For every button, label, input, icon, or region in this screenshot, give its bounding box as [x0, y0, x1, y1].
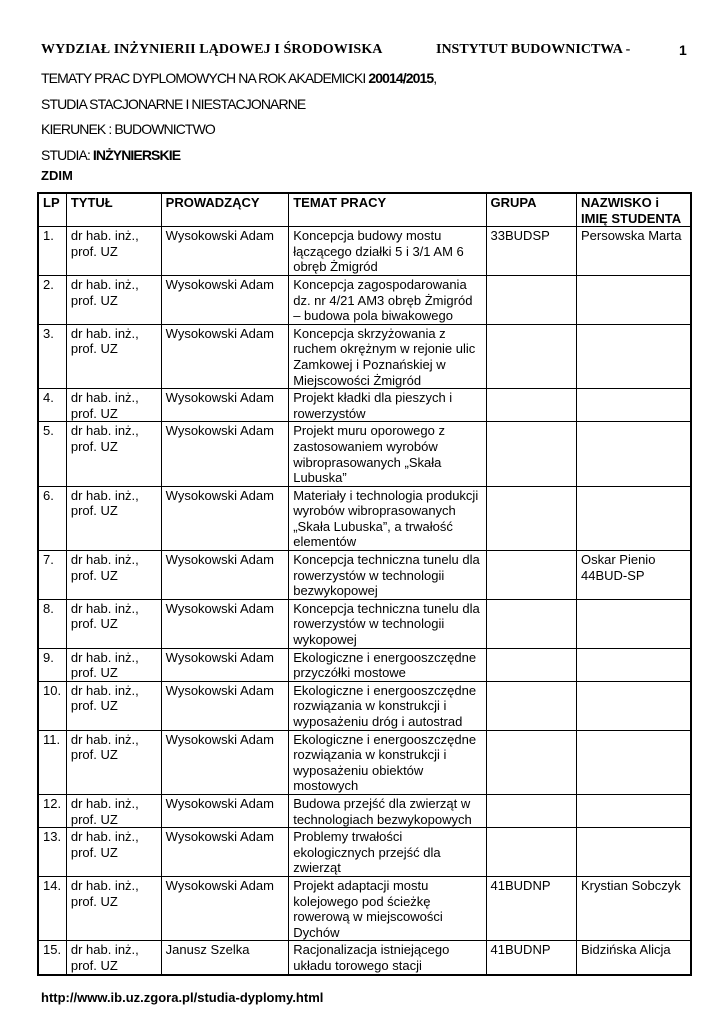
cell-lp: 13.	[38, 828, 66, 877]
cell-topic: Materiały i technologia produkcji wyrobów wibroprasowanych „Skała Lubuska”, a trwałość elementów	[289, 486, 486, 550]
cell-title: dr hab. inż., prof. UZ	[66, 794, 161, 827]
cell-student	[577, 681, 692, 730]
cell-student: Krystian Sobczyk	[577, 876, 692, 940]
study-level-value: INŻYNIERSKIE	[92, 147, 181, 163]
institute-heading: INSTYTUT BUDOWNICTWA -	[436, 42, 631, 57]
cell-lp: 2.	[38, 275, 66, 324]
cell-topic: Koncepcja budowy mostu łączącego działki 5 i 3/1 AM 6 obręb Żmigród	[289, 227, 486, 276]
cell-group	[486, 324, 576, 388]
cell-student	[577, 275, 692, 324]
intro-line-topics-suffix: ,	[433, 70, 437, 86]
table-row	[38, 828, 691, 877]
table-header-row	[38, 193, 691, 227]
cell-student	[577, 324, 692, 388]
cell-topic: Budowa przejść dla zwierząt w technologiach bezwykopowych	[289, 794, 486, 827]
cell-group	[486, 828, 576, 877]
cell-lp: 14.	[38, 876, 66, 940]
cell-topic: Projekt muru oporowego z zastosowaniem wyrobów wibroprasowanych „Skała Lubuska”	[289, 422, 486, 486]
cell-topic: Racjonalizacja istniejącego układu torowego stacji	[289, 941, 486, 975]
cell-title: dr hab. inż., prof. UZ	[66, 324, 161, 388]
cell-student: Bidzińska Alicja	[577, 941, 692, 975]
table-row	[38, 648, 691, 681]
intro-line-field: KIERUNEK : BUDOWNICTWO	[41, 121, 215, 137]
header-title: TYTUŁ	[66, 193, 161, 227]
cell-topic: Ekologiczne i energooszczędne przyczółki mostowe	[289, 648, 486, 681]
table-row	[38, 389, 691, 422]
cell-student: Oskar Pienio 44BUD-SP	[577, 551, 692, 600]
cell-topic: Ekologiczne i energooszczędne rozwiązania w konstrukcji i wyposażeniu dróg i autostrad	[289, 681, 486, 730]
cell-lp: 6.	[38, 486, 66, 550]
study-level-label: STUDIA:	[41, 147, 93, 163]
cell-lp: 4.	[38, 389, 66, 422]
cell-title: dr hab. inż., prof. UZ	[66, 876, 161, 940]
intro-line-topics	[41, 70, 436, 86]
cell-topic: Koncepcja skrzyżowania z ruchem okrężnym w rejonie ulic Zamkowej i Poznańskiej w Miejscowości Żmigród	[289, 324, 486, 388]
thesis-topics-table	[37, 192, 692, 976]
cell-supervisor: Wysokowski Adam	[161, 681, 289, 730]
cell-supervisor: Janusz Szelka	[161, 941, 289, 975]
cell-group	[486, 794, 576, 827]
cell-student	[577, 648, 692, 681]
cell-supervisor: Wysokowski Adam	[161, 422, 289, 486]
header-supervisor: PROWADZĄCY	[161, 193, 289, 227]
cell-supervisor: Wysokowski Adam	[161, 876, 289, 940]
cell-title: dr hab. inż., prof. UZ	[66, 389, 161, 422]
cell-title: dr hab. inż., prof. UZ	[66, 681, 161, 730]
cell-student	[577, 794, 692, 827]
academic-year: 20014/2015	[368, 70, 434, 86]
cell-supervisor: Wysokowski Adam	[161, 275, 289, 324]
cell-group	[486, 275, 576, 324]
cell-title: dr hab. inż., prof. UZ	[66, 648, 161, 681]
table-row	[38, 794, 691, 827]
intro-line-study-level	[41, 147, 180, 163]
cell-topic: Koncepcja zagospodarowania dz. nr 4/21 AM3 obręb Żmigród – budowa pola biwakowego	[289, 275, 486, 324]
table-row	[38, 486, 691, 550]
cell-lp: 10.	[38, 681, 66, 730]
cell-supervisor: Wysokowski Adam	[161, 599, 289, 648]
intro-line-study-mode: STUDIA STACJONARNE I NIESTACJONARNE	[41, 96, 306, 112]
cell-topic: Koncepcja techniczna tunelu dla rowerzystów w technologii bezwykopowej	[289, 551, 486, 600]
cell-topic: Projekt adaptacji mostu kolejowego pod ścieżkę rowerową w miejscowości Dychów	[289, 876, 486, 940]
cell-student	[577, 828, 692, 877]
cell-group: 33BUDSP	[486, 227, 576, 276]
cell-student	[577, 599, 692, 648]
cell-group: 41BUDNP	[486, 876, 576, 940]
cell-topic: Problemy trwałości ekologicznych przejść dla zwierząt	[289, 828, 486, 877]
cell-student	[577, 389, 692, 422]
cell-title: dr hab. inż., prof. UZ	[66, 730, 161, 794]
cell-group	[486, 486, 576, 550]
cell-topic: Ekologiczne i energooszczędne rozwiązania w konstrukcji i wyposażeniu obiektów mostowych	[289, 730, 486, 794]
cell-group	[486, 551, 576, 600]
cell-lp: 11.	[38, 730, 66, 794]
cell-group	[486, 389, 576, 422]
cell-supervisor: Wysokowski Adam	[161, 324, 289, 388]
table-row	[38, 876, 691, 940]
cell-supervisor: Wysokowski Adam	[161, 389, 289, 422]
table-row	[38, 275, 691, 324]
cell-group	[486, 681, 576, 730]
cell-student	[577, 422, 692, 486]
table-row	[38, 551, 691, 600]
cell-group	[486, 648, 576, 681]
cell-title: dr hab. inż., prof. UZ	[66, 599, 161, 648]
table-row	[38, 681, 691, 730]
cell-title: dr hab. inż., prof. UZ	[66, 486, 161, 550]
faculty-heading: WYDZIAŁ INŻYNIERII LĄDOWEJ I ŚRODOWISKA	[41, 42, 383, 57]
cell-topic: Koncepcja techniczna tunelu dla rowerzystów w technologii wykopowej	[289, 599, 486, 648]
cell-student	[577, 730, 692, 794]
table-row	[38, 730, 691, 794]
cell-title: dr hab. inż., prof. UZ	[66, 275, 161, 324]
page-number: 1	[679, 42, 687, 58]
cell-supervisor: Wysokowski Adam	[161, 648, 289, 681]
cell-title: dr hab. inż., prof. UZ	[66, 941, 161, 975]
cell-title: dr hab. inż., prof. UZ	[66, 227, 161, 276]
cell-topic: Projekt kładki dla pieszych i rowerzystów	[289, 389, 486, 422]
cell-supervisor: Wysokowski Adam	[161, 794, 289, 827]
cell-supervisor: Wysokowski Adam	[161, 486, 289, 550]
cell-group	[486, 422, 576, 486]
department-label: ZDIM	[41, 168, 73, 183]
cell-lp: 8.	[38, 599, 66, 648]
cell-supervisor: Wysokowski Adam	[161, 227, 289, 276]
cell-title: dr hab. inż., prof. UZ	[66, 551, 161, 600]
header-student: NAZWISKO i IMIĘ STUDENTA	[577, 193, 692, 227]
cell-lp: 7.	[38, 551, 66, 600]
cell-lp: 1.	[38, 227, 66, 276]
cell-student	[577, 486, 692, 550]
cell-group	[486, 599, 576, 648]
cell-title: dr hab. inż., prof. UZ	[66, 828, 161, 877]
cell-group: 41BUDNP	[486, 941, 576, 975]
table-row	[38, 324, 691, 388]
cell-lp: 15.	[38, 941, 66, 975]
cell-lp: 5.	[38, 422, 66, 486]
cell-lp: 12.	[38, 794, 66, 827]
table-row	[38, 599, 691, 648]
cell-lp: 9.	[38, 648, 66, 681]
cell-supervisor: Wysokowski Adam	[161, 551, 289, 600]
cell-student: Persowska Marta	[577, 227, 692, 276]
header-group: GRUPA	[486, 193, 576, 227]
cell-title: dr hab. inż., prof. UZ	[66, 422, 161, 486]
footer-url: http://www.ib.uz.zgora.pl/studia-dyplomy.html	[41, 990, 324, 1005]
intro-line-topics-text: TEMATY PRAC DYPLOMOWYCH NA ROK AKADEMICKI	[41, 70, 369, 86]
cell-lp: 3.	[38, 324, 66, 388]
table-row	[38, 227, 691, 276]
header-lp: LP	[38, 193, 66, 227]
header-topic: TEMAT PRACY	[289, 193, 486, 227]
cell-supervisor: Wysokowski Adam	[161, 730, 289, 794]
table-row	[38, 422, 691, 486]
cell-group	[486, 730, 576, 794]
cell-supervisor: Wysokowski Adam	[161, 828, 289, 877]
table-row	[38, 941, 691, 975]
